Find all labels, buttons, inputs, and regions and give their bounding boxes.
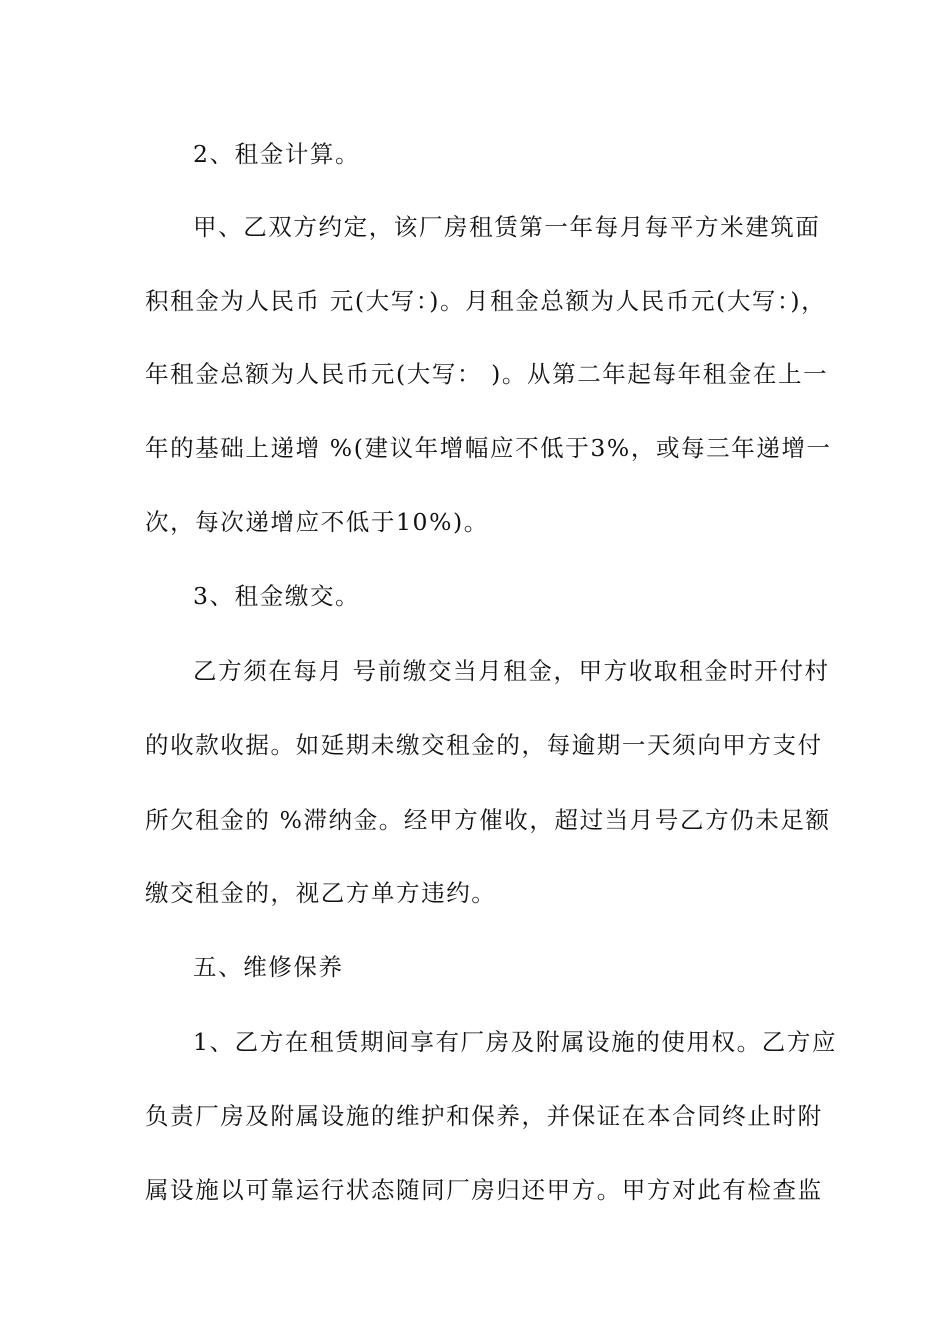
paragraph-line: 的收款收据。如延期未缴交租金的，每逾期一天须向甲方支付 (145, 731, 823, 759)
paragraph-line: 负责厂房及附属设施的维护和保养，并保证在本合同终止时附 (145, 1102, 823, 1130)
paragraph-line: 年租金总额为人民币元(大写： )。从第二年起每年租金在上一 (145, 360, 829, 388)
paragraph-line: 缴交租金的，视乙方单方违约。 (145, 879, 497, 907)
paragraph-line: 属设施以可靠运行状态随同厂房归还甲方。甲方对此有检查监 (145, 1176, 823, 1204)
paragraph-line: 乙方须在每月 号前缴交当月租金，甲方收取租金时开付村 (193, 657, 830, 685)
paragraph-line: 积租金为人民币 元(大写：)。月租金总额为人民币元(大写：)， (145, 287, 827, 315)
paragraph-line: 1、乙方在租赁期间享有厂房及附属设施的使用权。乙方应 (193, 1028, 838, 1056)
paragraph-line: 甲、乙双方约定，该厂房租赁第一年每月每平方米建筑面 (193, 213, 821, 241)
paragraph-line: 年的基础上递增 %(建议年增幅应不低于3%，或每三年递增一 (145, 434, 832, 462)
paragraph-line: 次，每次递增应不低于10%)。 (145, 508, 489, 536)
section-heading-maintenance: 五、维修保养 (193, 953, 344, 981)
section-heading-rent-payment: 3、租金缴交。 (193, 582, 361, 610)
section-heading-rent-calculation: 2、租金计算。 (193, 140, 361, 168)
paragraph-line: 所欠租金的 %滞纳金。经甲方催收，超过当月号乙方仍未足额 (145, 806, 831, 834)
